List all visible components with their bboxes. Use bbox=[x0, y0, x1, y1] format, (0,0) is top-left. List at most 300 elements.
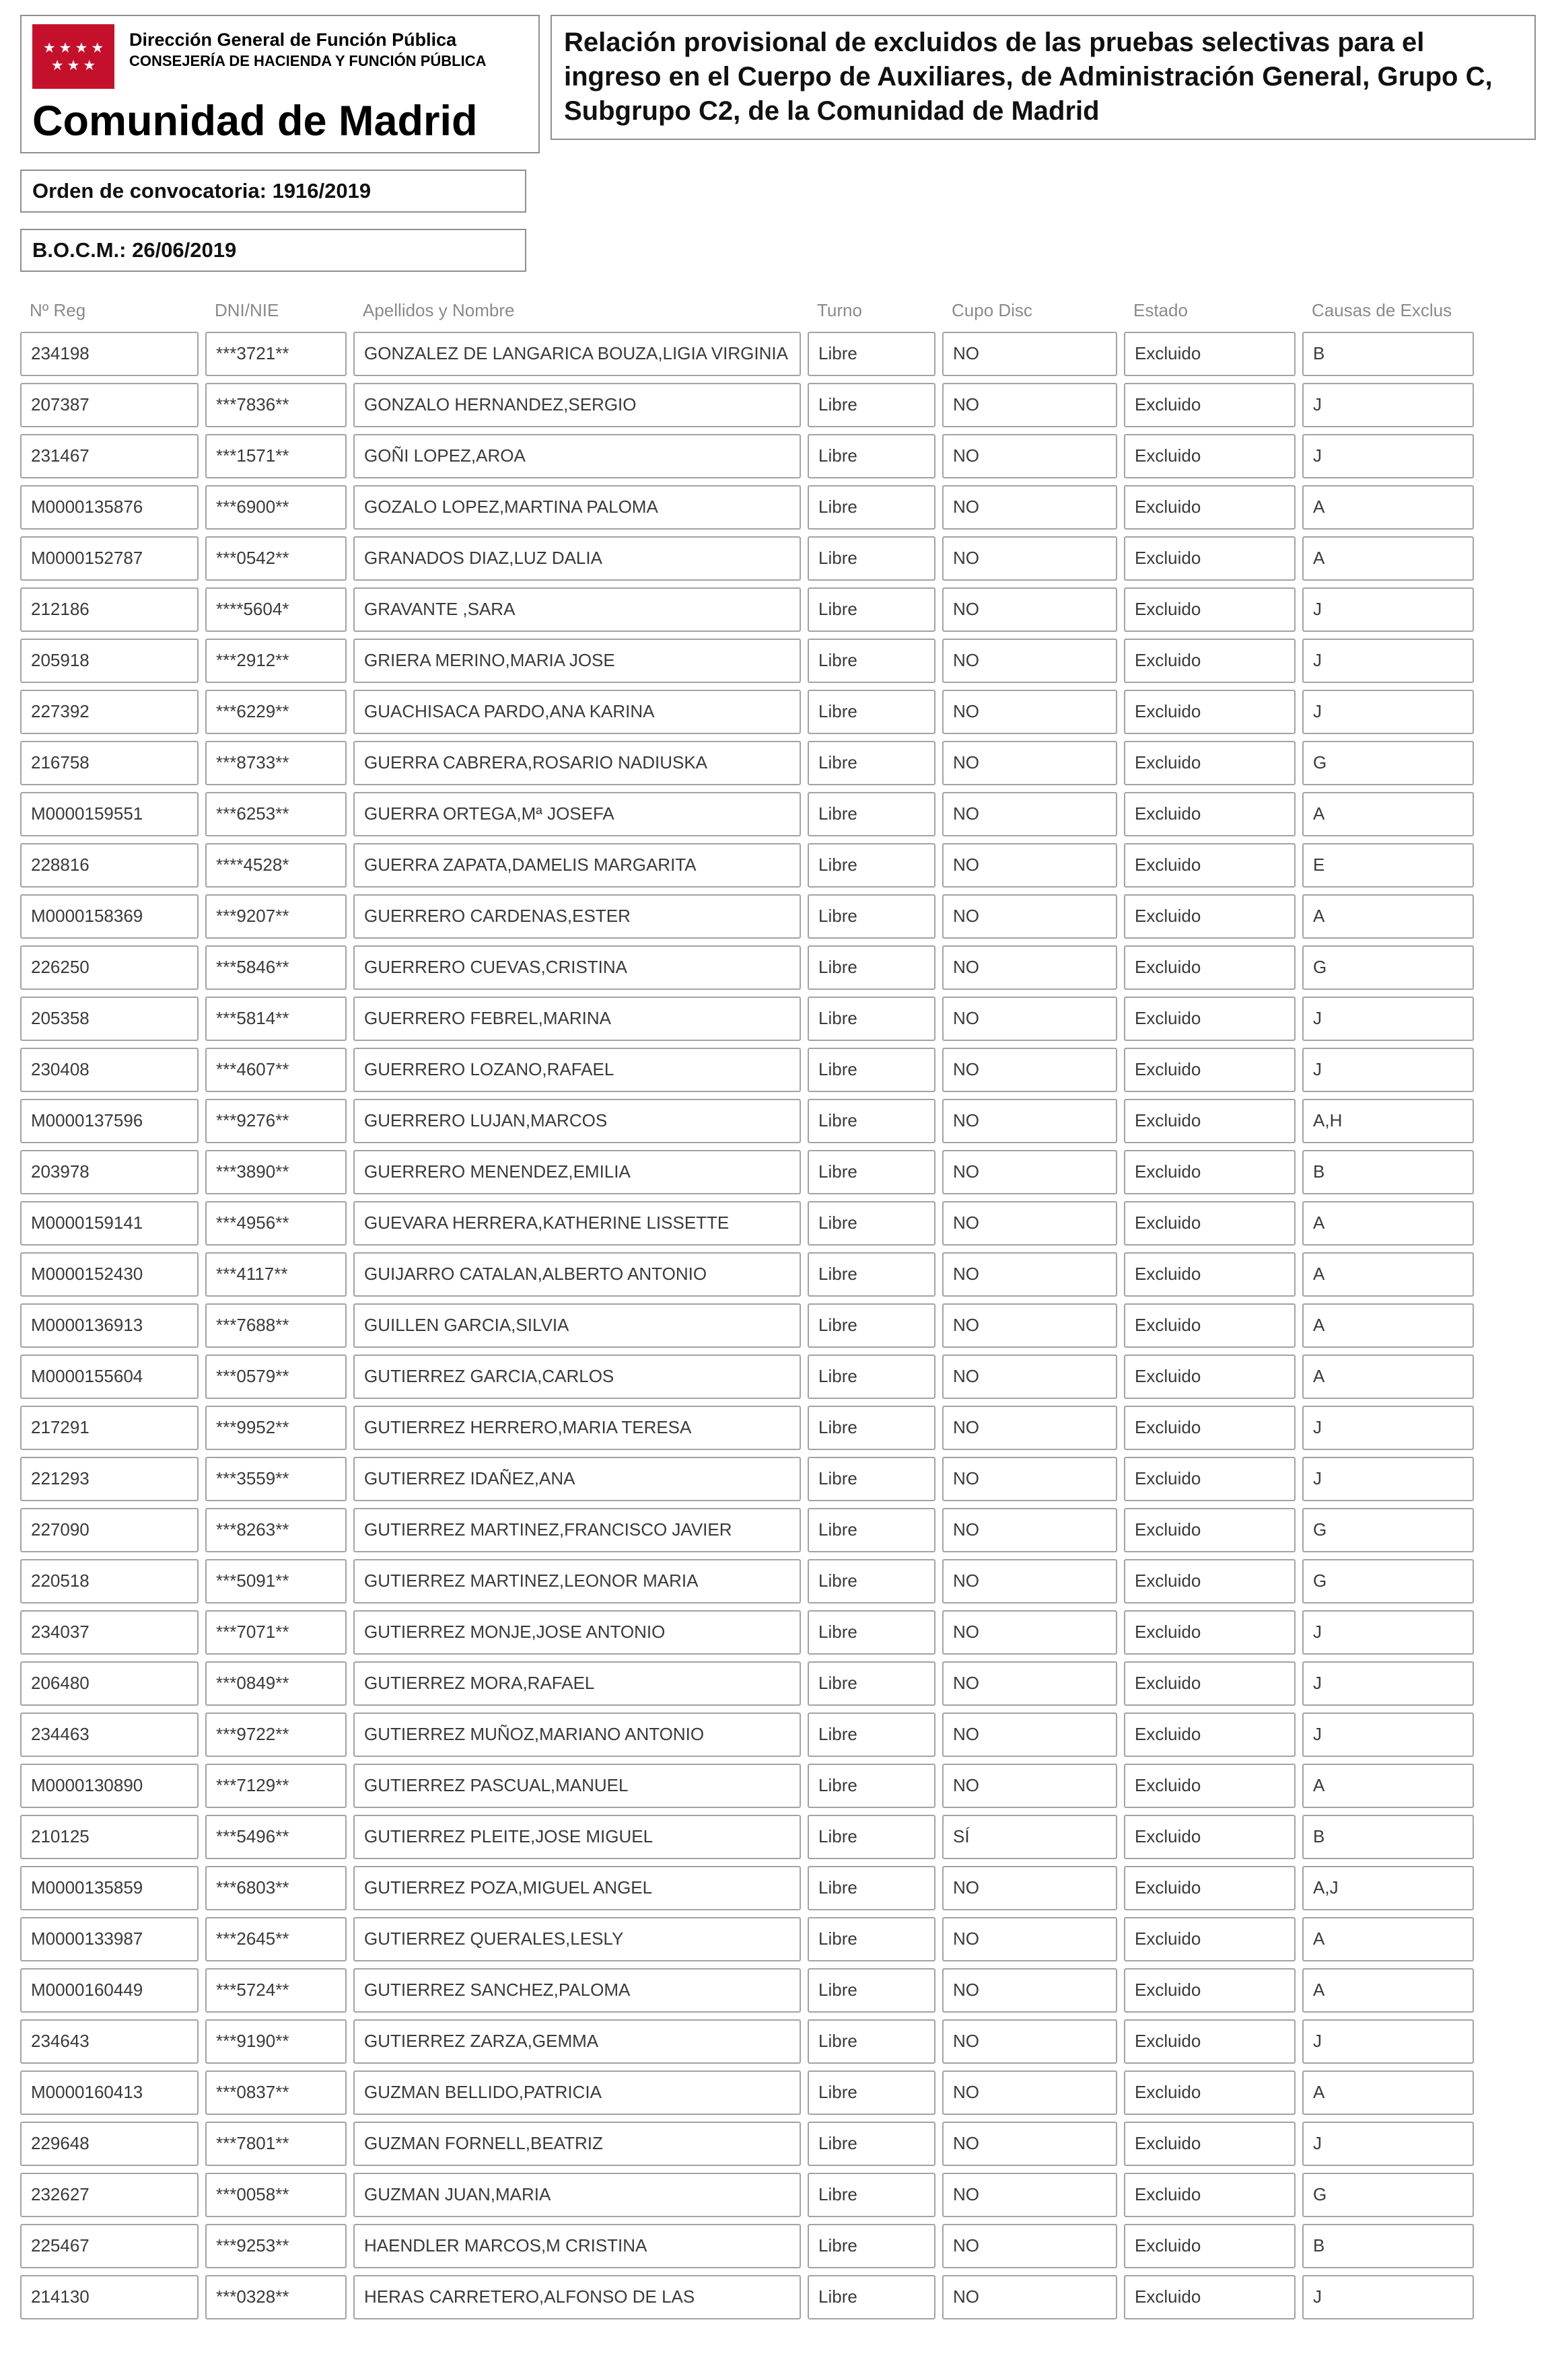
table-row bbox=[20, 1917, 1536, 1961]
table-row bbox=[20, 383, 1536, 427]
cell-nombre: GUERRA ZAPATA,DAMELIS MARGARITA bbox=[353, 843, 801, 888]
cell-dni: ***0058** bbox=[205, 2173, 347, 2217]
cell-estado: Excluido bbox=[1124, 1099, 1296, 1143]
cell-estado: Excluido bbox=[1124, 1508, 1296, 1552]
cell-dni: ***4117** bbox=[205, 1252, 347, 1297]
cell-cupo-disc: NO bbox=[942, 843, 1117, 888]
cell-causas: J bbox=[1302, 383, 1474, 427]
cell-turno: Libre bbox=[808, 2275, 935, 2319]
cell-dni: ***5846** bbox=[205, 945, 347, 990]
cell-turno: Libre bbox=[808, 1559, 935, 1603]
cell-estado: Excluido bbox=[1124, 434, 1296, 478]
cell-causas: A bbox=[1302, 792, 1474, 836]
cell-causas: A bbox=[1302, 1252, 1474, 1297]
cell-cupo-disc: NO bbox=[942, 741, 1117, 785]
cell-nombre: GUTIERREZ PLEITE,JOSE MIGUEL bbox=[353, 1815, 801, 1859]
cell-dni: ***6229** bbox=[205, 690, 347, 734]
cell-dni: ***6900** bbox=[205, 485, 347, 530]
cell-dni: ***7836** bbox=[205, 383, 347, 427]
table-row bbox=[20, 2122, 1536, 2166]
cell-nombre: GUTIERREZ HERRERO,MARIA TERESA bbox=[353, 1406, 801, 1450]
cell-estado: Excluido bbox=[1124, 1661, 1296, 1706]
cell-turno: Libre bbox=[808, 894, 935, 939]
cell-nreg: M0000159551 bbox=[20, 792, 199, 836]
cell-cupo-disc: NO bbox=[942, 997, 1117, 1041]
cell-dni: ***9190** bbox=[205, 2019, 347, 2064]
cell-nombre: GUERRERO CUEVAS,CRISTINA bbox=[353, 945, 801, 990]
table-row bbox=[20, 894, 1536, 939]
cell-turno: Libre bbox=[808, 2173, 935, 2217]
table-row bbox=[20, 2275, 1536, 2319]
cell-dni: ***7688** bbox=[205, 1303, 347, 1348]
cell-cupo-disc: NO bbox=[942, 1917, 1117, 1961]
cell-nombre: GUZMAN JUAN,MARIA bbox=[353, 2173, 801, 2217]
table-row bbox=[20, 2070, 1536, 2115]
cell-nombre: GUTIERREZ GARCIA,CARLOS bbox=[353, 1355, 801, 1399]
cell-nombre: GUEVARA HERRERA,KATHERINE LISSETTE bbox=[353, 1201, 801, 1246]
department-block bbox=[129, 24, 487, 70]
cell-estado: Excluido bbox=[1124, 1355, 1296, 1399]
table-row bbox=[20, 332, 1536, 376]
cell-nreg: M0000133987 bbox=[20, 1917, 199, 1961]
cell-dni: ***8263** bbox=[205, 1508, 347, 1552]
cell-causas: A bbox=[1302, 2070, 1474, 2115]
cell-turno: Libre bbox=[808, 1252, 935, 1297]
cell-estado: Excluido bbox=[1124, 1764, 1296, 1808]
cell-causas: J bbox=[1302, 2019, 1474, 2064]
cell-nreg: 207387 bbox=[20, 383, 199, 427]
cell-nreg: M0000160449 bbox=[20, 1968, 199, 2013]
cell-causas: J bbox=[1302, 434, 1474, 478]
cell-cupo-disc: NO bbox=[942, 1559, 1117, 1603]
cell-estado: Excluido bbox=[1124, 2173, 1296, 2217]
cell-dni: ***0542** bbox=[205, 536, 347, 581]
cell-estado: Excluido bbox=[1124, 332, 1296, 376]
cell-dni: ***5814** bbox=[205, 997, 347, 1041]
cell-estado: Excluido bbox=[1124, 741, 1296, 785]
cell-causas: A bbox=[1302, 1764, 1474, 1808]
cell-causas: G bbox=[1302, 2173, 1474, 2217]
cell-nombre: GUTIERREZ MARTINEZ,LEONOR MARIA bbox=[353, 1559, 801, 1603]
cell-estado: Excluido bbox=[1124, 1048, 1296, 1092]
cell-nombre: GUTIERREZ MARTINEZ,FRANCISCO JAVIER bbox=[353, 1508, 801, 1552]
cell-turno: Libre bbox=[808, 1508, 935, 1552]
cell-causas: B bbox=[1302, 1150, 1474, 1194]
cell-nombre: GUERRA CABRERA,ROSARIO NADIUSKA bbox=[353, 741, 801, 785]
cell-turno: Libre bbox=[808, 536, 935, 581]
cell-causas: J bbox=[1302, 1610, 1474, 1655]
cell-turno: Libre bbox=[808, 1764, 935, 1808]
cell-estado: Excluido bbox=[1124, 587, 1296, 632]
column-header-estado: Estado bbox=[1133, 300, 1188, 320]
cell-cupo-disc: NO bbox=[942, 945, 1117, 990]
cell-nombre: GUTIERREZ POZA,MIGUEL ANGEL bbox=[353, 1866, 801, 1910]
cell-cupo-disc: NO bbox=[942, 1150, 1117, 1194]
cell-dni: ***1571** bbox=[205, 434, 347, 478]
cell-turno: Libre bbox=[808, 1048, 935, 1092]
cell-nreg: M0000136913 bbox=[20, 1303, 199, 1348]
cell-nreg: 234198 bbox=[20, 332, 199, 376]
cell-nreg: 205918 bbox=[20, 639, 199, 683]
logo-box bbox=[20, 15, 540, 153]
cell-turno: Libre bbox=[808, 2224, 935, 2268]
cell-nreg: 228816 bbox=[20, 843, 199, 888]
cell-dni: ***0837** bbox=[205, 2070, 347, 2115]
cell-dni: ***7129** bbox=[205, 1764, 347, 1808]
table-row bbox=[20, 1764, 1536, 1808]
table-row bbox=[20, 1815, 1536, 1859]
table-row bbox=[20, 843, 1536, 888]
cell-nreg: 225467 bbox=[20, 2224, 199, 2268]
cell-nombre: GUERRERO CARDENAS,ESTER bbox=[353, 894, 801, 939]
cell-estado: Excluido bbox=[1124, 2122, 1296, 2166]
cell-turno: Libre bbox=[808, 2019, 935, 2064]
table-row bbox=[20, 639, 1536, 683]
page-title: Relación provisional de excluidos de las pruebas selectivas para el ingreso en el Cuerpo de Auxiliares, de Administración General, Grupo C, Subgrupo C2, de la Comunidad de Madrid bbox=[564, 28, 1493, 127]
column-header-nreg: Nº Reg bbox=[30, 300, 86, 320]
cell-causas: A bbox=[1302, 1355, 1474, 1399]
cell-nombre: GUERRERO FEBREL,MARINA bbox=[353, 997, 801, 1041]
cell-dni: ***5091** bbox=[205, 1559, 347, 1603]
cell-nreg: 226250 bbox=[20, 945, 199, 990]
cell-causas: J bbox=[1302, 1406, 1474, 1450]
cell-causas: G bbox=[1302, 945, 1474, 990]
cell-cupo-disc: NO bbox=[942, 2019, 1117, 2064]
cell-nombre: GUERRERO LUJAN,MARCOS bbox=[353, 1099, 801, 1143]
cell-nreg: 216758 bbox=[20, 741, 199, 785]
cell-nombre: GUZMAN BELLIDO,PATRICIA bbox=[353, 2070, 801, 2115]
cell-nreg: M0000137596 bbox=[20, 1099, 199, 1143]
cell-nreg: 229648 bbox=[20, 2122, 199, 2166]
cell-cupo-disc: NO bbox=[942, 1866, 1117, 1910]
cell-cupo-disc: NO bbox=[942, 1303, 1117, 1348]
table-row bbox=[20, 1150, 1536, 1194]
cell-nreg: 227090 bbox=[20, 1508, 199, 1552]
cell-cupo-disc: NO bbox=[942, 2070, 1117, 2115]
cell-estado: Excluido bbox=[1124, 792, 1296, 836]
cell-nreg: 210125 bbox=[20, 1815, 199, 1859]
table-row bbox=[20, 1406, 1536, 1450]
flag-stars-row-top: ★★★★ bbox=[42, 40, 108, 56]
cell-cupo-disc: NO bbox=[942, 587, 1117, 632]
cell-nombre: HERAS CARRETERO,ALFONSO DE LAS bbox=[353, 2275, 801, 2319]
department-line2: CONSEJERÍA DE HACIENDA Y FUNCIÓN PÚBLICA bbox=[129, 52, 487, 69]
cell-cupo-disc: NO bbox=[942, 639, 1117, 683]
table-row bbox=[20, 1355, 1536, 1399]
cell-dni: ***5496** bbox=[205, 1815, 347, 1859]
cell-nreg: 217291 bbox=[20, 1406, 199, 1450]
cell-dni: ***9722** bbox=[205, 1712, 347, 1757]
cell-estado: Excluido bbox=[1124, 485, 1296, 530]
cell-causas: B bbox=[1302, 2224, 1474, 2268]
cell-causas: B bbox=[1302, 332, 1474, 376]
cell-turno: Libre bbox=[808, 1712, 935, 1757]
cell-causas: G bbox=[1302, 741, 1474, 785]
cell-turno: Libre bbox=[808, 1815, 935, 1859]
cell-cupo-disc: NO bbox=[942, 536, 1117, 581]
cell-turno: Libre bbox=[808, 1355, 935, 1399]
cell-turno: Libre bbox=[808, 690, 935, 734]
cell-dni: ***7801** bbox=[205, 2122, 347, 2166]
cell-estado: Excluido bbox=[1124, 1610, 1296, 1655]
cell-nombre: GUERRERO LOZANO,RAFAEL bbox=[353, 1048, 801, 1092]
cell-turno: Libre bbox=[808, 2122, 935, 2166]
cell-turno: Libre bbox=[808, 1099, 935, 1143]
cell-causas: A,J bbox=[1302, 1866, 1474, 1910]
cell-dni: ***5724** bbox=[205, 1968, 347, 2013]
cell-cupo-disc: NO bbox=[942, 1099, 1117, 1143]
table-row bbox=[20, 1201, 1536, 1246]
cell-cupo-disc: NO bbox=[942, 383, 1117, 427]
department-line1: Dirección General de Función Pública bbox=[129, 30, 457, 50]
cell-causas: J bbox=[1302, 1661, 1474, 1706]
cell-turno: Libre bbox=[808, 997, 935, 1041]
cell-nombre: GRIERA MERINO,MARIA JOSE bbox=[353, 639, 801, 683]
cell-turno: Libre bbox=[808, 1610, 935, 1655]
table-row bbox=[20, 945, 1536, 990]
table-row bbox=[20, 485, 1536, 530]
table-row bbox=[20, 536, 1536, 581]
cell-nreg: 206480 bbox=[20, 1661, 199, 1706]
cell-nombre: GUILLEN GARCIA,SILVIA bbox=[353, 1303, 801, 1348]
table-row bbox=[20, 1508, 1536, 1552]
brand-wordmark: Comunidad de Madrid bbox=[32, 98, 478, 145]
cell-nombre: GUTIERREZ QUERALES,LESLY bbox=[353, 1917, 801, 1961]
cell-nreg: M0000135859 bbox=[20, 1866, 199, 1910]
table-row bbox=[20, 1048, 1536, 1092]
cell-cupo-disc: NO bbox=[942, 1406, 1117, 1450]
cell-cupo-disc: NO bbox=[942, 2173, 1117, 2217]
cell-causas: J bbox=[1302, 1712, 1474, 1757]
cell-nreg: M0000152787 bbox=[20, 536, 199, 581]
table-row bbox=[20, 1303, 1536, 1348]
cell-nombre: GRANADOS DIAZ,LUZ DALIA bbox=[353, 536, 801, 581]
cell-nreg: 203978 bbox=[20, 1150, 199, 1194]
cell-dni: ***9253** bbox=[205, 2224, 347, 2268]
cell-nombre: GUACHISACA PARDO,ANA KARINA bbox=[353, 690, 801, 734]
cell-estado: Excluido bbox=[1124, 2019, 1296, 2064]
table-row bbox=[20, 2224, 1536, 2268]
cell-turno: Libre bbox=[808, 2070, 935, 2115]
cell-causas: G bbox=[1302, 1508, 1474, 1552]
cell-causas: J bbox=[1302, 997, 1474, 1041]
cell-dni: ***4607** bbox=[205, 1048, 347, 1092]
cell-dni: ***2645** bbox=[205, 1917, 347, 1961]
cell-nreg: M0000158369 bbox=[20, 894, 199, 939]
cell-nombre: GUERRERO MENENDEZ,EMILIA bbox=[353, 1150, 801, 1194]
cell-cupo-disc: NO bbox=[942, 1968, 1117, 2013]
cell-nombre: GOZALO LOPEZ,MARTINA PALOMA bbox=[353, 485, 801, 530]
column-header-dni: DNI/NIE bbox=[215, 300, 279, 320]
cell-estado: Excluido bbox=[1124, 2275, 1296, 2319]
cell-estado: Excluido bbox=[1124, 1968, 1296, 2013]
cell-nombre: GONZALO HERNANDEZ,SERGIO bbox=[353, 383, 801, 427]
cell-nreg: M0000130890 bbox=[20, 1764, 199, 1808]
cell-causas: A bbox=[1302, 1303, 1474, 1348]
table-row bbox=[20, 434, 1536, 478]
cell-turno: Libre bbox=[808, 1917, 935, 1961]
cell-estado: Excluido bbox=[1124, 1712, 1296, 1757]
cell-nreg: M0000152430 bbox=[20, 1252, 199, 1297]
cell-turno: Libre bbox=[808, 1661, 935, 1706]
cell-nombre: GRAVANTE ,SARA bbox=[353, 587, 801, 632]
cell-estado: Excluido bbox=[1124, 1866, 1296, 1910]
cell-causas: J bbox=[1302, 1457, 1474, 1501]
cell-estado: Excluido bbox=[1124, 1303, 1296, 1348]
cell-causas: J bbox=[1302, 587, 1474, 632]
cell-causas: A bbox=[1302, 536, 1474, 581]
flag-stars-row-bottom: ★★★ bbox=[50, 57, 100, 73]
cell-estado: Excluido bbox=[1124, 1815, 1296, 1859]
cell-cupo-disc: NO bbox=[942, 1252, 1117, 1297]
cell-turno: Libre bbox=[808, 639, 935, 683]
cell-cupo-disc: NO bbox=[942, 690, 1117, 734]
cell-nreg: 232627 bbox=[20, 2173, 199, 2217]
cell-causas: J bbox=[1302, 1048, 1474, 1092]
table-row bbox=[20, 2019, 1536, 2064]
cell-cupo-disc: NO bbox=[942, 1712, 1117, 1757]
table-row bbox=[20, 997, 1536, 1041]
cell-dni: ***3559** bbox=[205, 1457, 347, 1501]
cell-nreg: M0000155604 bbox=[20, 1355, 199, 1399]
cell-turno: Libre bbox=[808, 792, 935, 836]
cell-nreg: 220518 bbox=[20, 1559, 199, 1603]
table-row bbox=[20, 1866, 1536, 1910]
cell-turno: Libre bbox=[808, 332, 935, 376]
cell-cupo-disc: NO bbox=[942, 1661, 1117, 1706]
table-header-row bbox=[20, 300, 1536, 321]
cell-turno: Libre bbox=[808, 383, 935, 427]
cell-turno: Libre bbox=[808, 1406, 935, 1450]
cell-cupo-disc: NO bbox=[942, 2275, 1117, 2319]
cell-causas: J bbox=[1302, 639, 1474, 683]
page-header bbox=[20, 15, 1536, 153]
cell-causas: G bbox=[1302, 1559, 1474, 1603]
table-row bbox=[20, 741, 1536, 785]
cell-nombre: GUZMAN FORNELL,BEATRIZ bbox=[353, 2122, 801, 2166]
cell-nombre: GUTIERREZ SANCHEZ,PALOMA bbox=[353, 1968, 801, 2013]
cell-estado: Excluido bbox=[1124, 536, 1296, 581]
cell-dni: ***0579** bbox=[205, 1355, 347, 1399]
cell-turno: Libre bbox=[808, 485, 935, 530]
cell-nombre: GUTIERREZ MONJE,JOSE ANTONIO bbox=[353, 1610, 801, 1655]
cell-cupo-disc: NO bbox=[942, 894, 1117, 939]
table-body bbox=[20, 332, 1536, 2319]
column-header-turno: Turno bbox=[817, 300, 862, 320]
cell-nombre: GUTIERREZ ZARZA,GEMMA bbox=[353, 2019, 801, 2064]
cell-causas: B bbox=[1302, 1815, 1474, 1859]
cell-cupo-disc: NO bbox=[942, 332, 1117, 376]
cell-dni: ***9207** bbox=[205, 894, 347, 939]
cell-nreg: 205358 bbox=[20, 997, 199, 1041]
table-row bbox=[20, 792, 1536, 836]
table-row bbox=[20, 1099, 1536, 1143]
cell-estado: Excluido bbox=[1124, 1252, 1296, 1297]
cell-nreg: 234463 bbox=[20, 1712, 199, 1757]
cell-nombre: GUTIERREZ MORA,RAFAEL bbox=[353, 1661, 801, 1706]
cell-nreg: 231467 bbox=[20, 434, 199, 478]
cell-estado: Excluido bbox=[1124, 2224, 1296, 2268]
cell-estado: Excluido bbox=[1124, 1406, 1296, 1450]
bocm-box: B.O.C.M.: 26/06/2019 bbox=[20, 229, 526, 272]
cell-dni: ***3890** bbox=[205, 1150, 347, 1194]
cell-nombre: HAENDLER MARCOS,M CRISTINA bbox=[353, 2224, 801, 2268]
cell-causas: E bbox=[1302, 843, 1474, 888]
cell-nombre: GUTIERREZ MUÑOZ,MARIANO ANTONIO bbox=[353, 1712, 801, 1757]
table-row bbox=[20, 1610, 1536, 1655]
cell-dni: ***9952** bbox=[205, 1406, 347, 1450]
cell-cupo-disc: NO bbox=[942, 2122, 1117, 2166]
cell-estado: Excluido bbox=[1124, 1457, 1296, 1501]
cell-cupo-disc: NO bbox=[942, 1610, 1117, 1655]
logo-top bbox=[32, 24, 528, 89]
excluded-candidates-table bbox=[20, 300, 1536, 2319]
cell-cupo-disc: NO bbox=[942, 1764, 1117, 1808]
cell-nombre: GONZALEZ DE LANGARICA BOUZA,LIGIA VIRGINIA bbox=[353, 332, 801, 376]
cell-cupo-disc: SÍ bbox=[942, 1815, 1117, 1859]
cell-turno: Libre bbox=[808, 1457, 935, 1501]
cell-dni: ***0849** bbox=[205, 1661, 347, 1706]
cell-nreg: 234037 bbox=[20, 1610, 199, 1655]
cell-dni: ***2912** bbox=[205, 639, 347, 683]
cell-cupo-disc: NO bbox=[942, 485, 1117, 530]
cell-turno: Libre bbox=[808, 1866, 935, 1910]
orden-convocatoria-box: Orden de convocatoria: 1916/2019 bbox=[20, 170, 526, 213]
cell-estado: Excluido bbox=[1124, 894, 1296, 939]
table-row bbox=[20, 1968, 1536, 2013]
cell-dni: ***9276** bbox=[205, 1099, 347, 1143]
cell-cupo-disc: NO bbox=[942, 1508, 1117, 1552]
table-row bbox=[20, 1712, 1536, 1757]
cell-dni: ***7071** bbox=[205, 1610, 347, 1655]
cell-dni: ***6803** bbox=[205, 1866, 347, 1910]
cell-causas: J bbox=[1302, 2275, 1474, 2319]
cell-estado: Excluido bbox=[1124, 1917, 1296, 1961]
table-row bbox=[20, 1457, 1536, 1501]
cell-cupo-disc: NO bbox=[942, 1048, 1117, 1092]
cell-nreg: 234643 bbox=[20, 2019, 199, 2064]
cell-turno: Libre bbox=[808, 1303, 935, 1348]
title-box bbox=[551, 15, 1536, 140]
cell-nreg: 212186 bbox=[20, 587, 199, 632]
cell-causas: A,H bbox=[1302, 1099, 1474, 1143]
cell-nreg: 227392 bbox=[20, 690, 199, 734]
cell-nreg: 230408 bbox=[20, 1048, 199, 1092]
cell-cupo-disc: NO bbox=[942, 434, 1117, 478]
cell-causas: A bbox=[1302, 1968, 1474, 2013]
cell-nombre: GUTIERREZ PASCUAL,MANUEL bbox=[353, 1764, 801, 1808]
cell-nreg: M0000159141 bbox=[20, 1201, 199, 1246]
cell-estado: Excluido bbox=[1124, 945, 1296, 990]
cell-turno: Libre bbox=[808, 1968, 935, 2013]
cell-estado: Excluido bbox=[1124, 843, 1296, 888]
column-header-nombre: Apellidos y Nombre bbox=[363, 300, 515, 320]
cell-causas: A bbox=[1302, 1917, 1474, 1961]
cell-dni: ***4956** bbox=[205, 1201, 347, 1246]
cell-turno: Libre bbox=[808, 945, 935, 990]
cell-dni: ***8733** bbox=[205, 741, 347, 785]
cell-nombre: GOÑI LOPEZ,AROA bbox=[353, 434, 801, 478]
cell-dni: ****4528* bbox=[205, 843, 347, 888]
cell-estado: Excluido bbox=[1124, 997, 1296, 1041]
cell-nreg: 221293 bbox=[20, 1457, 199, 1501]
madrid-flag-icon bbox=[32, 24, 114, 89]
cell-causas: J bbox=[1302, 2122, 1474, 2166]
cell-causas: A bbox=[1302, 1201, 1474, 1246]
table-row bbox=[20, 1559, 1536, 1603]
cell-nombre: GUTIERREZ IDAÑEZ,ANA bbox=[353, 1457, 801, 1501]
cell-dni: ***0328** bbox=[205, 2275, 347, 2319]
